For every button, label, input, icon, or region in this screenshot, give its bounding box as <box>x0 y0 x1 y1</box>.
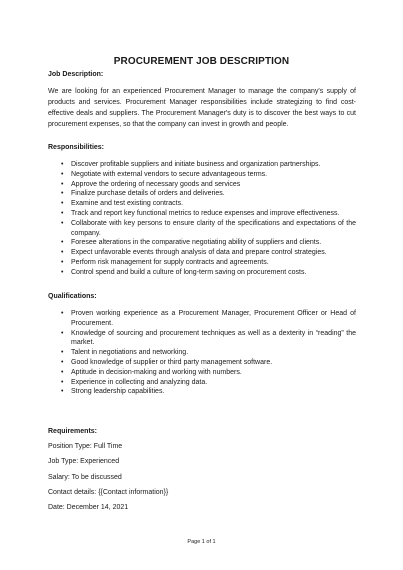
list-item: • Aptitude in decision-making and working with numbers. <box>48 368 356 378</box>
page-title: PROCUREMENT JOB DESCRIPTION <box>113 56 290 67</box>
list-item: • Talent in negotiations and networking. <box>48 348 356 358</box>
salary: Salary: To be discussed <box>48 474 122 481</box>
responsibilities-list <box>48 160 356 278</box>
job-description-text: We are looking for an experienced Procurement Manager to manage the company's supply of products and services. Procurement Manager responsibilities include strategizing to find cost-effective deals and suppliers. The Procurement Manager's duty is to discover the best ways to cut procurement expenses, so that the company can invest in growth and people. <box>48 88 356 128</box>
list-item: • Proven working experience as a Procurement Manager, Procurement Officer or Head of Procurement. <box>48 309 356 329</box>
requirements-heading: Requirements: <box>48 428 98 435</box>
list-item: • Negotiate with external vendors to secure advantageous terms. <box>48 170 356 180</box>
list-item: • Collaborate with key persons to ensure clarity of the specifications and expectations of the company. <box>48 219 356 239</box>
list-item: • Expect unfavorable events through analysis of data and prepare control strategies. <box>48 248 356 258</box>
qualifications-heading: Qualifications: <box>48 293 97 300</box>
list-item: • Good knowledge of supplier or third party management software. <box>48 358 356 368</box>
qualifications-list <box>48 309 356 397</box>
page-footer: Page 1 of 1 <box>187 539 216 545</box>
contact-details: Contact details: {{Contact information}} <box>48 489 169 496</box>
list-item: • Track and report key functional metrics to reduce expenses and improve effectiveness. <box>48 209 356 219</box>
list-item: • Discover profitable suppliers and initiate business and organization partnerships. <box>48 160 356 170</box>
list-item: • Experience in collecting and analyzing data. <box>48 378 356 388</box>
list-item: • Strong leadership capabilities. <box>48 387 356 397</box>
list-item: • Examine and test existing contracts. <box>48 199 356 209</box>
list-item: • Perform risk management for supply contracts and agreements. <box>48 258 356 268</box>
list-item: • Control spend and build a culture of long-term saving on procurement costs. <box>48 268 356 278</box>
list-item: • Approve the ordering of necessary goods and services <box>48 180 356 190</box>
list-item: • Finalize purchase details of orders and deliveries. <box>48 189 356 199</box>
date: Date: December 14, 2021 <box>48 504 129 511</box>
job-type: Job Type: Experienced <box>48 458 120 465</box>
list-item: • Foresee alterations in the comparative negotiating ability of suppliers and clients. <box>48 238 356 248</box>
position-type: Position Type: Full Time <box>48 443 123 450</box>
list-item: • Knowledge of sourcing and procurement techniques as well as a dexterity in “reading” the market. <box>48 329 356 349</box>
job-description-heading: Job Description: <box>48 71 104 78</box>
responsibilities-heading: Responsibilities: <box>48 144 105 151</box>
